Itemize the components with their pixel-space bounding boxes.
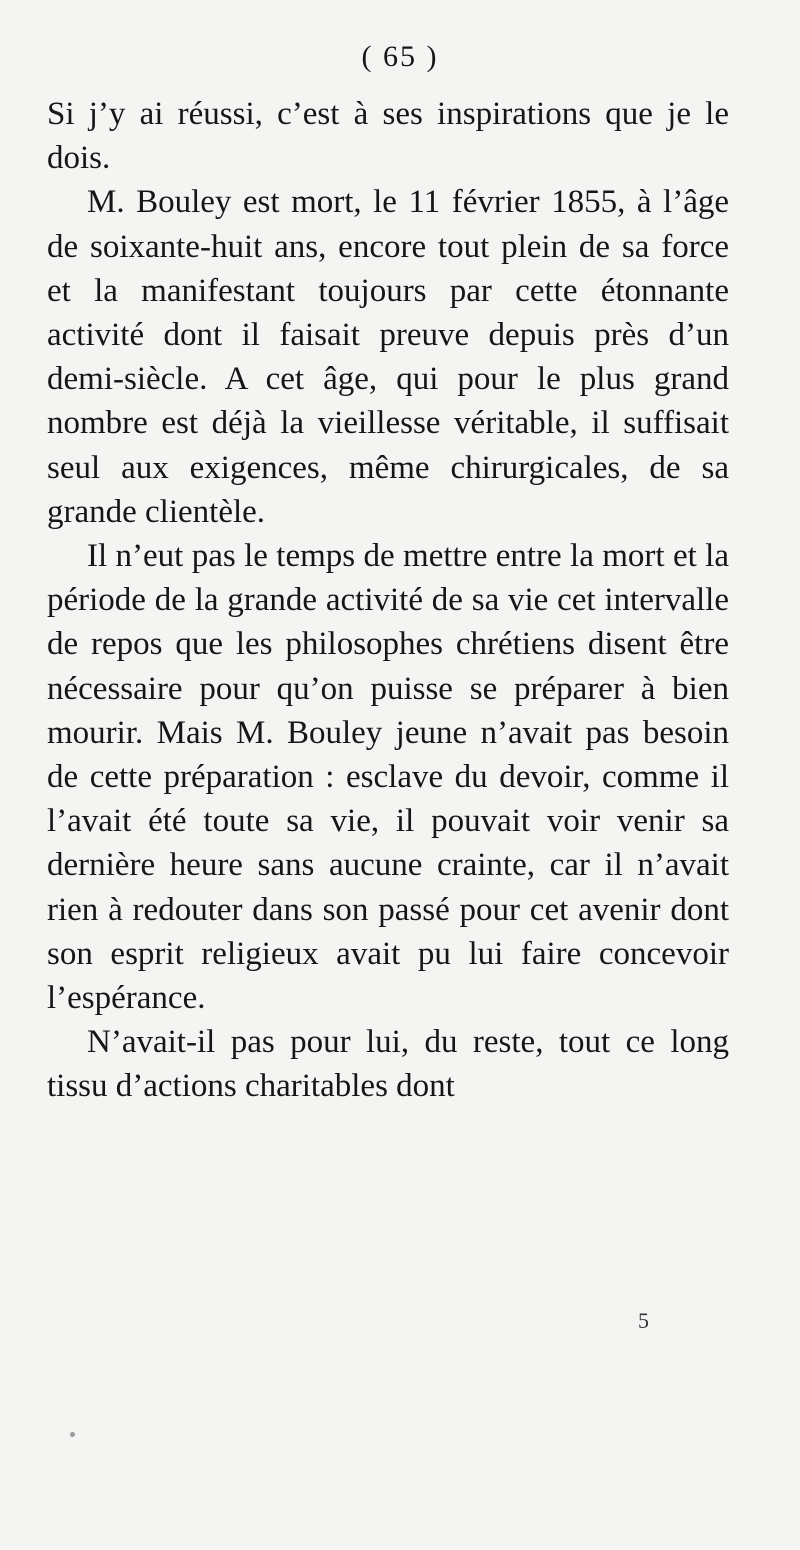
paragraph-3: Il n’eut pas le temps de mettre entre la mort et la période de la grande activité de sa vie cet intervalle de repos que les philosophes chrétiens disent être nécessaire pour qu’on puisse se préparer à bien mourir. Mais M. Bouley jeune n’avait pas besoin de cette préparation : esclave du devoir, comme il l’avait été toute sa vie, il pouvait voir venir sa dernière heure sans aucune crainte, car il n’avait rien à redouter dans son passé pour cet avenir dont son esprit religieux avait pu lui faire concevoir l’espérance. — [47, 538, 729, 1017]
paragraph-2: M. Bouley est mort, le 11 février 1855, à l’âge de soixante-huit ans, encore tout plein de sa force et la manifestant toujours par cette étonnante activité dont il faisait preuve depuis près d’un demi-siècle. A cet âge, qui pour le plus grand nombre est déjà la vieillesse véritable, il suffisait seul aux exigences, même chirurgicales, de sa grande clientèle. — [47, 184, 729, 530]
paragraph-4: N’avait-il pas pour lui, du reste, tout ce long tissu d’actions charitables dont — [47, 1024, 729, 1105]
paper-speck — [70, 1432, 75, 1437]
body-text — [47, 92, 729, 1109]
page-number: ( 65 ) — [361, 40, 439, 73]
signature-mark: 5 — [638, 1308, 649, 1333]
paragraph-1: Si j’y ai réussi, c’est à ses inspirations que je le dois. — [47, 96, 729, 177]
